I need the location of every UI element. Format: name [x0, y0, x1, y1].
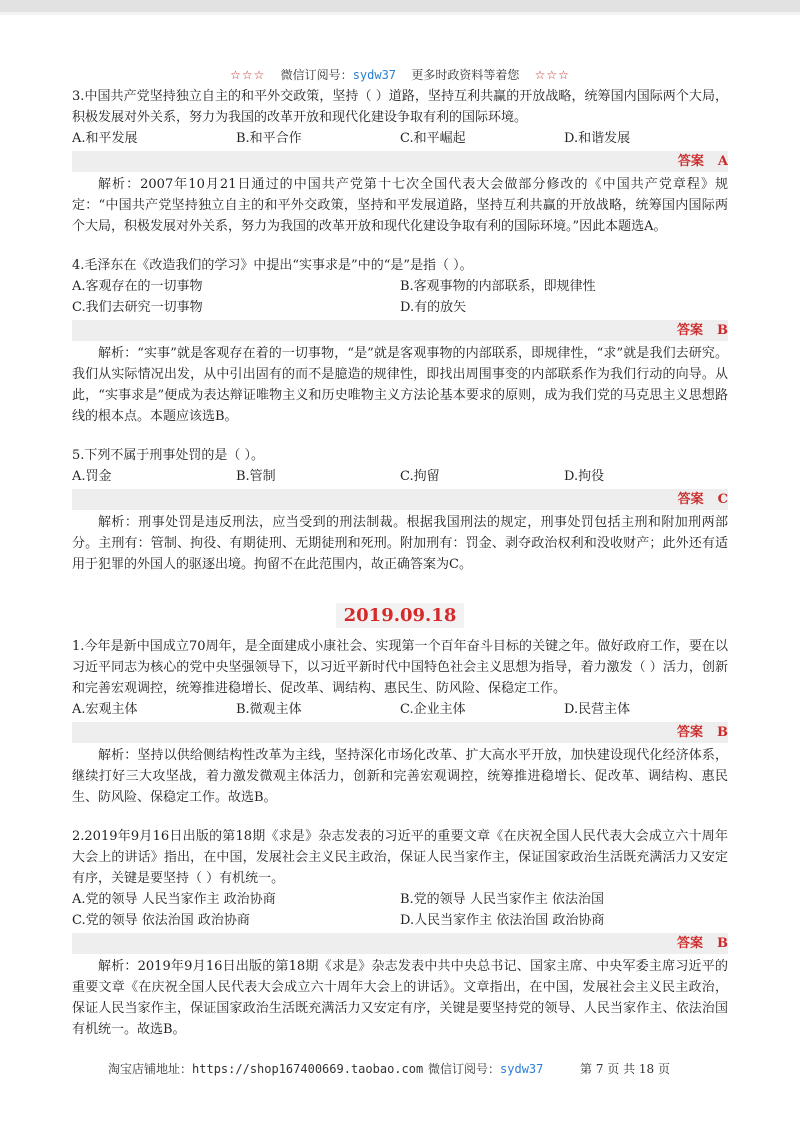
option-d: D.拘役	[564, 469, 605, 484]
page-content	[72, 86, 728, 1040]
answer-label: 答案	[677, 492, 704, 507]
answer-value: A	[717, 154, 728, 169]
question-4-options-row2	[72, 297, 728, 318]
footer-wechat-account: sydw37	[500, 1062, 544, 1076]
question-4-options-row1	[72, 276, 728, 297]
date-heading-text: 2019.09.18	[336, 603, 465, 628]
question-1-options	[72, 699, 728, 720]
option-c: C.党的领导 依法治国 政治协商	[72, 913, 250, 928]
question-3-analysis: 解析：2007年10月21日通过的中国共产党第十七次全国代表大会做部分修改的《中国共产党章程》规定：“中国共产党坚持独立自主的和平外交政策，坚持和平发展道路，坚持互利共赢的开放战略，统筹国内国际两个大局，积极发展对外关系，努力为我国的改革开放和现代化建设争取有利的国际环境。”因此本题选A。	[72, 177, 728, 234]
top-scan-band	[0, 0, 800, 12]
header-account: sydw37	[352, 68, 397, 82]
option-c: C.我们去研究一切事物	[72, 300, 203, 315]
answer-label: 答案	[677, 154, 704, 169]
question-5-analysis: 解析：刑事处罚是违反刑法，应当受到的刑法制裁。根据我国刑法的规定，刑事处罚包括主刑和附加刑两部分。主刑有：管制、拘役、有期徒刑、无期徒刑和死刑。附加刑有：罚金、剥夺政治权利和没收财产；此外还有适用于犯罪的外国人的驱逐出境。拘留不在此范围内，故正确答案为C。	[72, 515, 728, 572]
option-b: B.和平合作	[236, 131, 302, 146]
answer-value: B	[717, 323, 728, 338]
question-3-answer-bar	[72, 151, 728, 172]
footer-shop-label: 淘宝店铺地址：	[108, 1062, 193, 1076]
question-5-text: 5.下列不属于刑事处罚的是（ ）。	[72, 448, 265, 463]
header-stars-right: ☆☆☆	[534, 68, 570, 82]
question-5-options	[72, 466, 728, 487]
question-2-answer-bar	[72, 933, 728, 954]
option-a: A.宏观主体	[72, 702, 138, 717]
question-1-text: 1.今年是新中国成立70周年，是全面建成小康社会、实现第一个百年奋斗目标的关键之年。做好政府工作，要在以习近平同志为核心的党中央坚强领导下，以习近平新时代中国特色社会主义思想为指导，着力激发（ ）活力，创新和完善宏观调控，统筹推进稳增长、促改革、调结构、惠民生、防风险、保稳定工作。	[72, 639, 728, 696]
question-4-analysis: 解析：“实事”就是客观存在着的一切事物，“是”就是客观事物的内部联系，即规律性，“求”就是我们去研究。我们从实际情况出发，从中引出固有的而不是臆造的规律性，即找出周围事变的内部联系作为我们行动的向导。从此，“实事求是”便成为表达辩证唯物主义和历史唯物主义方法论基本要求的原则，成为我们党的马克思主义思想路线的根本点。本题应该选B。	[72, 346, 728, 424]
option-c: C.拘留	[400, 469, 440, 484]
option-a: A.党的领导 人民当家作主 政治协商	[72, 892, 276, 907]
footer-wechat-label: 微信订阅号：	[428, 1062, 501, 1076]
answer-label: 答案	[676, 323, 703, 338]
footer-shop	[108, 1060, 423, 1077]
option-d: D.有的放矢	[400, 300, 467, 315]
option-d: D.民营主体	[564, 702, 631, 717]
footer-page-info: 第 7 页 共 18 页	[580, 1062, 670, 1076]
question-4-answer-bar	[72, 320, 728, 341]
answer-label: 答案	[676, 725, 703, 740]
option-c: C.和平崛起	[400, 131, 466, 146]
answer-value: C	[717, 492, 728, 507]
top-scan-band-light	[0, 12, 800, 15]
option-a: A.客观存在的一切事物	[72, 279, 203, 294]
option-c: C.企业主体	[400, 702, 466, 717]
question-5-answer-bar	[72, 489, 728, 510]
question-2-options-row2	[72, 910, 728, 931]
option-d: D.人民当家作主 依法治国 政治协商	[400, 913, 605, 928]
question-1-analysis: 解析：坚持以供给侧结构性改革为主线，坚持深化市场化改革、扩大高水平开放，加快建设现代化经济体系，继续打好三大攻坚战，着力激发微观主体活力，创新和完善宏观调控，统筹推进稳增长、促改革、调结构、惠民生、防风险、保稳定工作。故选B。	[72, 748, 728, 805]
date-heading	[72, 603, 728, 628]
option-b: B.管制	[236, 469, 276, 484]
question-2-options-row1	[72, 889, 728, 910]
footer-wechat	[428, 1060, 543, 1077]
footer-shop-url: https://shop167400669.taobao.com	[192, 1062, 424, 1076]
option-d: D.和谐发展	[564, 131, 631, 146]
question-2-analysis: 解析：2019年9月16日出版的第18期《求是》杂志发表中共中央总书记、国家主席、中央军委主席习近平的重要文章《在庆祝全国人民代表大会成立六十周年大会上的讲话》。文章指出，在中国，发展社会主义民主政治，保证人民当家作主，保证国家政治生活既充满活力又安定有序，关键是要坚持党的领导、人民当家作主、依法治国有机统一。故选B。	[72, 959, 728, 1037]
question-2-text: 2.2019年9月16日出版的第18期《求是》杂志发表的习近平的重要文章《在庆祝全国人民代表大会成立六十周年大会上的讲话》指出，在中国，发展社会主义民主政治，保证人民当家作主，保证国家政治生活既充满活力又安定有序，关键是要坚持（ ）有机统一。	[72, 829, 728, 886]
header-stars-left: ☆☆☆	[230, 68, 266, 82]
answer-value: B	[717, 936, 728, 951]
option-b: B.党的领导 人民当家作主 依法治国	[400, 892, 604, 907]
question-3-text: 3.中国共产党坚持独立自主的和平外交政策，坚持（ ）道路，坚持互利共赢的开放战略，统筹国内国际两个大局，积极发展对外关系，努力为我国的改革开放和现代化建设争取有利的国际环境。	[72, 89, 728, 125]
header-label: 微信订阅号：	[280, 68, 353, 82]
option-a: A.和平发展	[72, 131, 138, 146]
header-slogan: 更多时政资料等着您	[411, 68, 520, 82]
question-3-options	[72, 128, 728, 149]
option-b: B.微观主体	[236, 702, 302, 717]
option-a: A.罚金	[72, 469, 112, 484]
page-header	[0, 66, 800, 83]
question-4-text: 4.毛泽东在《改造我们的学习》中提出“实事求是”中的“是”是指（ ）。	[72, 258, 473, 273]
option-b: B.客观事物的内部联系，即规律性	[400, 279, 596, 294]
answer-label: 答案	[676, 936, 703, 951]
question-1-answer-bar	[72, 722, 728, 743]
answer-value: B	[717, 725, 728, 740]
